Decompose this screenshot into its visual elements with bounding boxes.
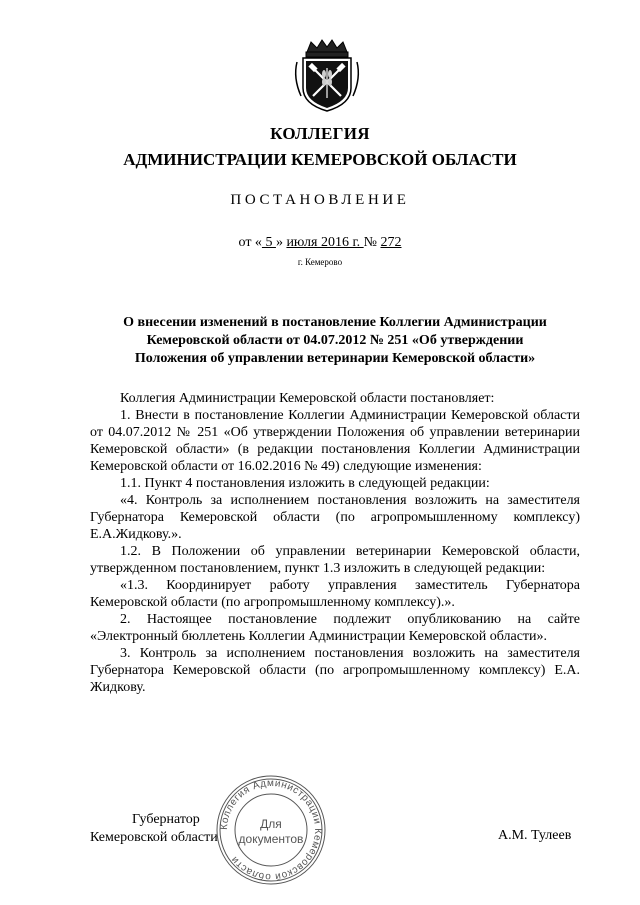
document-title: [90, 314, 580, 368]
body-paragraph: Коллегия Администрации Кемеровской области постановляет:: [120, 391, 495, 406]
signatory-name: А.М. Тулеев: [498, 828, 572, 843]
document-body: [90, 390, 580, 696]
date-mid: »: [275, 235, 287, 250]
number-sign: №: [363, 235, 381, 250]
kemerovo-coat-of-arms-icon: [291, 38, 363, 114]
position-line: Кемеровской области: [90, 830, 218, 845]
city: г. Кемерово: [297, 257, 343, 267]
stamp-center-line2: документов: [238, 832, 304, 846]
body-paragraph: «4. Контроль за исполнением постановления возложить на заместителя Губернатора Кемеровской области (по агропромышленному комплексу) Е.А.Жидкову.».: [90, 493, 580, 542]
title-line: Положения об управлении ветеринарии Кемеровской области»: [134, 351, 536, 366]
date-day: 5: [261, 235, 276, 250]
position-line: Губернатор: [132, 812, 200, 827]
date-number-line: [0, 235, 640, 251]
date-month-year: июля 2016 г.: [286, 235, 364, 250]
body-paragraph: 3. Контроль за исполнением постановления возложить на заместителя Губернатора Кемеровской области (по агропромышленному комплексу) Е.А. Жидкову.: [90, 646, 580, 695]
body-paragraph: 1. Внести в постановление Коллегии Администрации Кемеровской области от 04.07.2012 № 251 «Об утверждении Положения об управлении ветеринарии Кемеровской области» (в редакции постановления Коллегии Администрации Кемеровской области от 16.02.2016 № 49) следующие изменения:: [90, 408, 580, 474]
body-paragraph: 2. Настоящее постановление подлежит опубликованию на сайте «Электронный бюллетень Коллегии Администрации Кемеровской области».: [90, 612, 580, 644]
title-line: О внесении изменений в постановление Коллегии Администрации: [123, 315, 547, 330]
stamp-center-line1: Для: [260, 817, 282, 831]
signatory-position: [90, 811, 218, 847]
org-name-line1: КОЛЛЕГИЯ: [270, 124, 370, 143]
title-line: Кемеровской области от 04.07.2012 № 251 «Об утверждении: [146, 333, 524, 348]
body-paragraph: 1.2. В Положении об управлении ветеринарии Кемеровской области, утвержденном постановлением, пункт 1.3 изложить в следующей редакции:: [90, 544, 580, 576]
date-prefix: от «: [238, 235, 262, 250]
official-stamp: [214, 773, 328, 887]
body-paragraph: 1.1. Пункт 4 постановления изложить в следующей редакции:: [120, 476, 490, 491]
document-type: ПОСТАНОВЛЕНИЕ: [230, 192, 410, 208]
body-paragraph: «1.3. Координирует работу управления заместитель Губернатора Кемеровской области (по агропромышленному комплексу).».: [90, 578, 580, 610]
org-name-line2: АДМИНИСТРАЦИИ КЕМЕРОВСКОЙ ОБЛАСТИ: [123, 150, 517, 169]
stamp-ring-text: Коллегия Администрации Кемеровской области: [218, 777, 324, 883]
document-number: 272: [380, 235, 402, 250]
